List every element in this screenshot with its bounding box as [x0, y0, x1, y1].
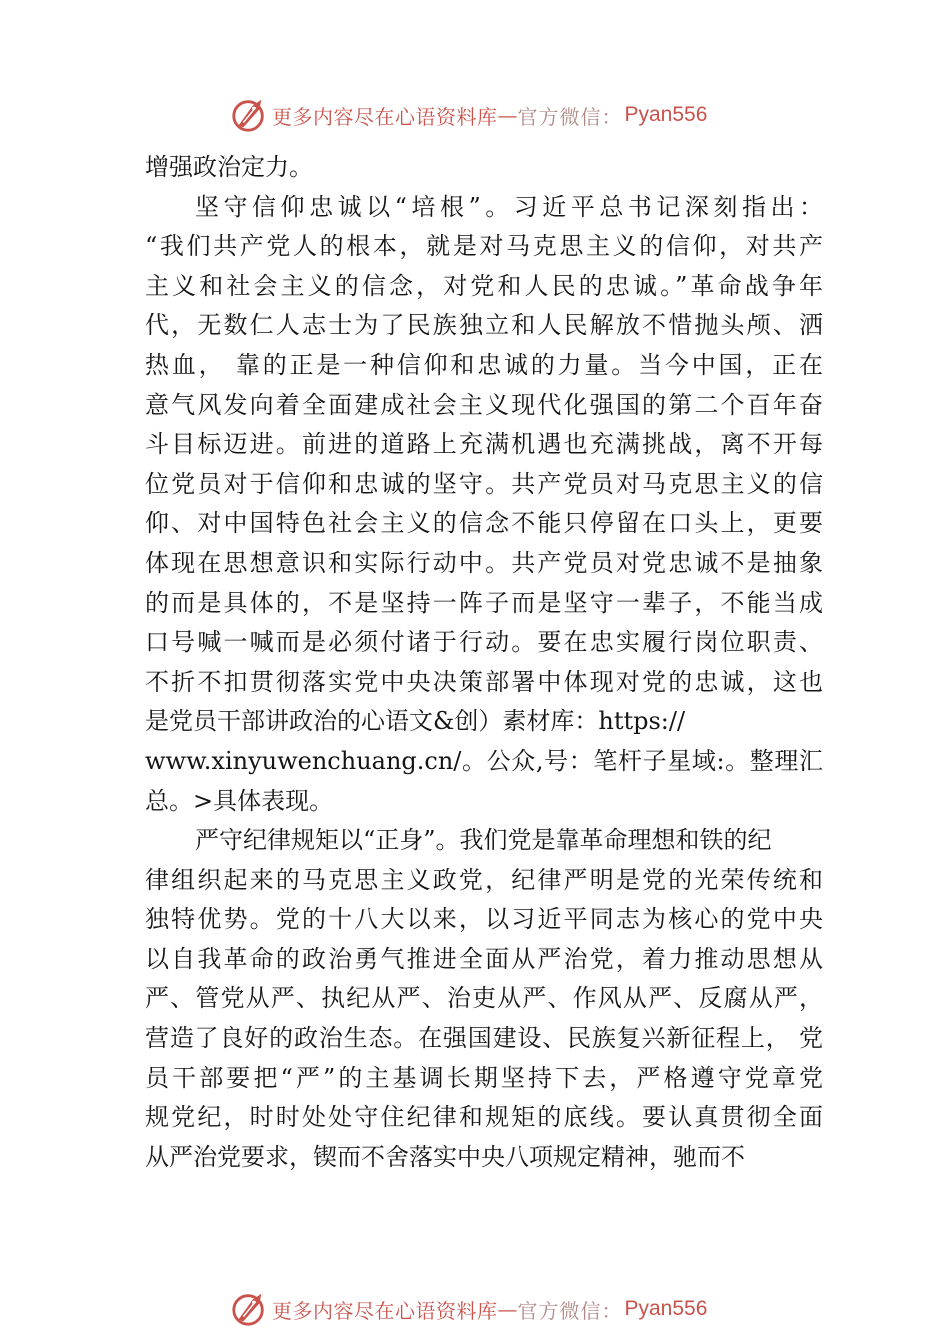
- text-line: 意气风发向着全面建成社会主义现代化强国的第二个百年奋: [145, 390, 823, 419]
- text-line: 律组织起来的马克思主义政党，纪律严明是党的光荣传统和: [145, 865, 823, 894]
- text-line: 营造了良好的政治生态。在强国建设、民族复兴新征程上， 党: [145, 1024, 823, 1053]
- text-line: 员干部要把“严”的主基调长期坚持下去，严格遵守党章党: [145, 1063, 823, 1092]
- document-body: [145, 148, 823, 1177]
- text-line: 口号喊一喊而是必须付诸于行动。要在忠实履行岗位职责、: [145, 628, 823, 657]
- text-line: 仰、对中国特色社会主义的信念不能只停留在口头上，更要: [145, 509, 823, 538]
- text-line: 热血， 靠的正是一种信仰和忠诚的力量。当今中国，正在: [145, 350, 823, 379]
- text-line: 斗目标迈进。前进的道路上充满机遇也充满挑战，离不开每: [145, 430, 823, 459]
- text-line: 主义和社会主义的信念，对党和人民的忠诚。”革命战争年: [145, 271, 823, 300]
- text-line: 体现在思想意识和实际行动中。共产党员对党忠诚不是抽象: [145, 548, 823, 577]
- text-line: www.xinyuwenchuang.cn/。公众,号：笔杆子星域:。整理汇: [145, 746, 823, 775]
- text-line: 不折不扣贯彻落实党中央决策部署中体现对党的忠诚，这也: [145, 667, 823, 696]
- text-line: 的而是具体的，不是坚持一阵子而是坚守一辈子，不能当成: [145, 588, 823, 617]
- text-line: “我们共产党人的根本，就是对马克思主义的信仰，对共产: [145, 232, 823, 261]
- text-line: 规党纪，时时处处守住纪律和规矩的底线。要认真贯彻全面: [145, 1103, 823, 1132]
- banner-wechat-id: Pyan556: [624, 1297, 708, 1320]
- text-line: 位党员对于信仰和忠诚的坚守。共产党员对马克思主义的信: [145, 469, 823, 498]
- text-line: 代，无数仁人志士为了民族独立和人民解放不惜抛头颅、洒: [145, 311, 823, 340]
- footer-banner: [230, 1289, 707, 1329]
- text-line: 是党员干部讲政治的心语文&创）素材库：https://: [145, 707, 686, 736]
- text-line: 以自我革命的政治勇气推进全面从严治党，着力推动思想从: [145, 944, 823, 973]
- banner-title: 更多内容尽在心语资料库: [272, 104, 498, 129]
- pen-nib-logo-icon: [230, 96, 268, 134]
- banner-title: 更多内容尽在心语资料库: [272, 1298, 498, 1323]
- paragraph-start-line: 严守纪律规矩以“正身”。我们党是靠革命理想和铁的纪: [195, 826, 772, 855]
- banner-wechat-label: 官方微信：: [517, 104, 623, 129]
- banner-wechat-label: 官方微信：: [517, 1298, 623, 1323]
- text-line: 独特优势。党的十八大以来，以习近平同志为核心的党中央: [145, 905, 823, 934]
- text-line: 严、管党从严、执纪从严、治吏从严、作风从严、反腐从严，: [145, 984, 823, 1013]
- banner-separator: —: [497, 103, 518, 127]
- text-line: 增强政治定力。: [145, 153, 313, 181]
- text-line: 从严治党要求，锲而不舍落实中央八项规定精神，驰而不: [145, 1142, 745, 1171]
- pen-nib-logo-icon: [230, 1290, 268, 1328]
- paragraph-start-line: 坚守信仰忠诚以“培根”。习近平总书记深刻指出：: [195, 192, 823, 221]
- banner-separator: —: [497, 1297, 518, 1321]
- header-banner: [230, 95, 707, 135]
- banner-wechat-id: Pyan556: [624, 103, 708, 126]
- text-line: 总。>具体表现。: [145, 786, 334, 815]
